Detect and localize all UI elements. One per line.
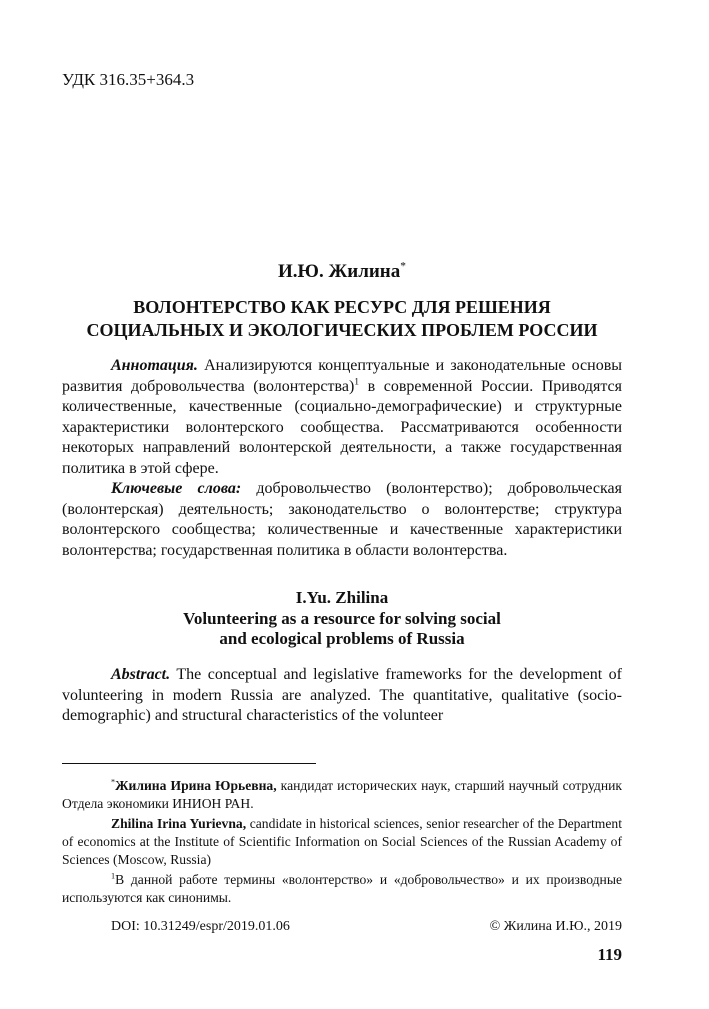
abstract-ru-text-2: в современной России. Приводятся количественные, качественные (социально-демографические) и структурные характеристики волонтерского сообщества. Рассматриваются особенности некоторых направлений волонтерской деятельности, а также государственная политика в этой сфере. — [62, 377, 623, 477]
author-en: I.Yu. Zhilina — [295, 588, 389, 607]
author-footnote-mark: * — [400, 260, 406, 273]
title-ru — [62, 296, 622, 342]
footnote-author-en-name: Zhilina Irina Yurievna, — [111, 816, 247, 831]
footnote-1-text: В данной работе термины «волонтерство» и «добровольчество» и их производные используются как синонимы. — [62, 872, 622, 905]
abstract-en-text: The conceptual and legislative frameworks for the development of volunteering in modern Russia are analyzed. The quantitative, qualitative (socio-demographic) and structural characteristics of the volunteer — [62, 666, 622, 724]
abstract-ru-text-1: Анализируются концептуальные и законодательные основы развития добровольчества (волонтерства) — [62, 357, 622, 395]
paper-page — [62, 0, 622, 1009]
abstract-en — [62, 665, 622, 727]
footnote-mark-star: * — [111, 777, 116, 787]
doi: DOI: 10.31249/espr/2019.01.06 — [111, 919, 290, 934]
title-en — [62, 609, 622, 649]
title-en-line-1: Volunteering as a resource for solving social — [183, 609, 501, 628]
footnote-author-en-text: candidate in historical sciences, senior researcher of the Department of economics at the Institute of Scientific Information on Social Sciences of the Russian Academy of Sciences (Moscow, Russia) — [62, 816, 622, 867]
footnote-divider — [62, 763, 316, 764]
footnote-1 — [62, 871, 622, 907]
abstract-ru-block — [62, 356, 622, 561]
abstract-en-block — [62, 665, 622, 727]
abstract-ru — [62, 356, 622, 479]
footnote-author-ru — [62, 777, 622, 813]
footnote-author-ru-name: Жилина Ирина Юрьевна, — [115, 778, 277, 793]
author-ru — [62, 261, 622, 283]
footnote-author-ru-text: кандидат исторических наук, старший научный сотрудник Отдела экономики ИНИОН РАН. — [62, 778, 622, 811]
footnote-author-en — [62, 815, 622, 869]
keywords-ru-label: Ключевые слова: — [111, 480, 242, 497]
title-ru-line-1: ВОЛОНТЕРСТВО КАК РЕСУРС ДЛЯ РЕШЕНИЯ — [133, 297, 551, 317]
title-ru-line-2: СОЦИАЛЬНЫХ И ЭКОЛОГИЧЕСКИХ ПРОБЛЕМ РОССИИ — [86, 320, 598, 340]
title-en-line-2: and ecological problems of Russia — [219, 629, 465, 648]
footnotes — [62, 777, 622, 909]
keywords-ru — [62, 479, 622, 561]
author-ru-name: И.Ю. Жилина — [278, 261, 401, 282]
udk-code: УДК 316.35+364.3 — [62, 70, 195, 89]
footnote-ref-1: 1 — [354, 376, 360, 388]
page-number: 119 — [597, 945, 622, 964]
copyright: © Жилина И.Ю., 2019 — [489, 919, 622, 934]
keywords-ru-text: добровольчество (волонтерство); добровольческая (волонтерская) деятельность; законодательство о волонтерстве; структура волонтерского сообщества; количественные и качественные характеристики волонтерства; государственная политика в области волонтерства. — [62, 480, 622, 559]
abstract-en-label: Abstract. — [111, 666, 171, 683]
abstract-ru-label: Аннотация. — [111, 357, 198, 374]
footnote-mark-1: 1 — [111, 871, 116, 881]
